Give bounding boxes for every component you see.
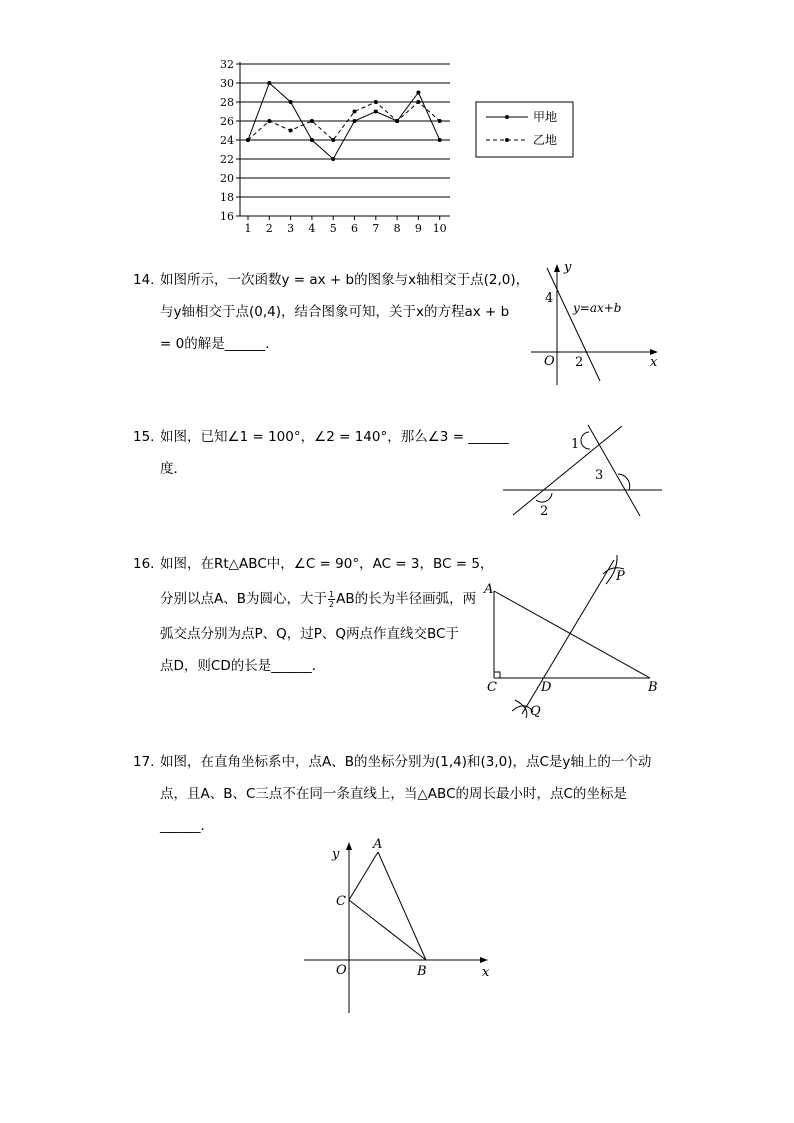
series-2-point: [289, 129, 293, 133]
series-2-point: [353, 110, 357, 114]
question-text-line-3: ______．: [160, 818, 214, 834]
y-axis-arrow: [346, 842, 352, 850]
q15-angle-figure: [500, 420, 670, 530]
question-text-line-2: 点，且A、B、C三点不在同一条直线上，当△ABC的周长最小时，点C的坐标是: [160, 786, 627, 802]
x-axis-arrow: [480, 957, 488, 963]
question-text-line-1: 如图，在Rt△ABC中，∠C = 90°，AC = 3，BC = 5，: [160, 556, 494, 572]
angle-2-label: 2: [540, 504, 549, 519]
x-intercept-label: 2: [575, 355, 584, 370]
question-number: 14.: [133, 272, 155, 288]
question-text-line-1: 如图，在直角坐标系中，点A、B的坐标分别为(1,4)和(3,0)，点C是y轴上的一个动: [160, 754, 652, 770]
angle-1-label: 1: [571, 437, 580, 452]
y-tick-label: 24: [220, 134, 234, 147]
question-14: [133, 264, 530, 364]
question-text-line-1: 如图，已知∠1 = 100°，∠2 = 140°，那么∠3 = ______: [160, 429, 509, 445]
x-tick-label: 8: [393, 222, 401, 235]
angle-3-label: 3: [595, 468, 604, 483]
function-line: [547, 268, 600, 381]
x-axis-label: x: [650, 355, 658, 370]
legend-series-1-label: 甲地: [533, 110, 558, 124]
question-15: [133, 421, 509, 485]
question-text-line-1: 如图所示，一次函数y = ax + b的图象与x轴相交于点(2,0)，: [160, 272, 530, 288]
function-label: y=ax+b: [573, 301, 622, 315]
y-axis-label: y: [564, 260, 572, 275]
side-AB: [378, 852, 426, 960]
perpendicular-bisector: [522, 560, 614, 714]
angle-1-arc: [581, 432, 590, 449]
y-tick-label: 16: [220, 210, 234, 223]
series-2-point: [331, 138, 335, 142]
fraction-denominator: 2: [329, 599, 335, 609]
fraction-numerator: 1: [329, 589, 335, 599]
x-tick-label: 7: [372, 222, 380, 235]
vertex-B-label: B: [648, 680, 658, 695]
text-after-fraction: AB的长为半径画弧，两: [336, 591, 477, 607]
question-17: [133, 746, 673, 846]
series-1-point: [374, 110, 378, 114]
y-axis-arrow: [554, 264, 560, 272]
question-text-line-2: 度．: [160, 461, 187, 477]
point-P-label: P: [616, 569, 625, 584]
point-D-label: D: [541, 680, 552, 695]
series-2-point: [310, 119, 314, 123]
chart-grid: [240, 64, 450, 197]
legend-series-2-label: 乙地: [533, 133, 558, 147]
y-tick-label: 30: [220, 77, 234, 90]
legend-solid-marker: [505, 115, 509, 119]
origin-label: O: [544, 354, 555, 369]
x-tick-label: 4: [308, 222, 316, 235]
series-1-point: [331, 157, 335, 161]
chart-axes: [220, 58, 450, 235]
vertex-C-label: C: [487, 680, 497, 695]
y-tick-label: 32: [220, 58, 234, 71]
fraction-one-half: [328, 590, 335, 609]
arc-Q-2: [515, 700, 527, 718]
point-Q-label: Q: [530, 704, 541, 719]
series-1-point: [438, 138, 442, 142]
series-2-point: [438, 119, 442, 123]
series-1-point: [310, 138, 314, 142]
question-text-line-2: [160, 583, 476, 615]
question-text-line-3: 弧交点分别为点P、Q，过P、Q两点作直线交BC于: [160, 626, 459, 642]
series-1-point: [416, 91, 420, 95]
y-tick-label: 28: [220, 96, 234, 109]
x-tick-label: 2: [265, 222, 273, 235]
temperature-line-chart: [200, 50, 780, 290]
x-tick-label: 5: [329, 222, 337, 235]
chart-legend: [476, 102, 573, 157]
point-C-label: C: [336, 894, 346, 909]
x-tick-label: 9: [414, 222, 422, 235]
x-tick-label: 3: [287, 222, 295, 235]
series-1-point: [267, 81, 271, 85]
y-axis-label: y: [332, 847, 340, 862]
y-intercept-label: 4: [545, 291, 554, 306]
point-B-label: B: [417, 964, 427, 979]
q14-function-graph: [525, 258, 665, 388]
question-text-line-2: 与y轴相交于点(0,4)，结合图象可知，关于x的方程ax + b: [160, 304, 510, 320]
question-text-line-3: = 0的解是______．: [160, 336, 279, 352]
x-tick-label: 6: [351, 222, 358, 235]
x-tick-label: 1: [244, 222, 252, 235]
question-16: [133, 548, 494, 678]
vertex-A-label: A: [484, 582, 494, 597]
line-ascending: [513, 426, 622, 515]
side-CA: [349, 852, 378, 900]
series-2-point: [267, 119, 271, 123]
q16-triangle-figure: [480, 548, 660, 723]
y-tick-label: 22: [220, 153, 234, 166]
series-2-point: [395, 119, 399, 123]
side-AB: [494, 591, 650, 678]
question-text-line-4: 点D，则CD的长是______．: [160, 658, 326, 674]
side-CB: [349, 900, 426, 960]
point-A-label: A: [373, 837, 383, 852]
y-tick-label: 26: [220, 115, 234, 128]
x-axis-label: x: [482, 965, 490, 980]
series-1-point: [353, 119, 357, 123]
series-2-point: [416, 100, 420, 104]
right-angle-mark: [494, 672, 500, 678]
y-tick-label: 18: [220, 191, 234, 204]
text-before-fraction: 分别以点A、B为圆心，大于: [160, 591, 327, 607]
question-number: 16.: [133, 556, 155, 572]
origin-label: O: [336, 963, 347, 978]
series-2-point: [374, 100, 378, 104]
q17-coordinate-figure: [300, 836, 500, 1016]
legend-box: [476, 102, 573, 157]
y-tick-label: 20: [220, 172, 234, 185]
series-2-point: [246, 138, 250, 142]
question-number: 17.: [133, 754, 155, 770]
x-tick-label: 10: [432, 222, 447, 235]
legend-dashed-marker: [505, 138, 509, 142]
series-1-point: [289, 100, 293, 104]
question-number: 15.: [133, 429, 155, 445]
